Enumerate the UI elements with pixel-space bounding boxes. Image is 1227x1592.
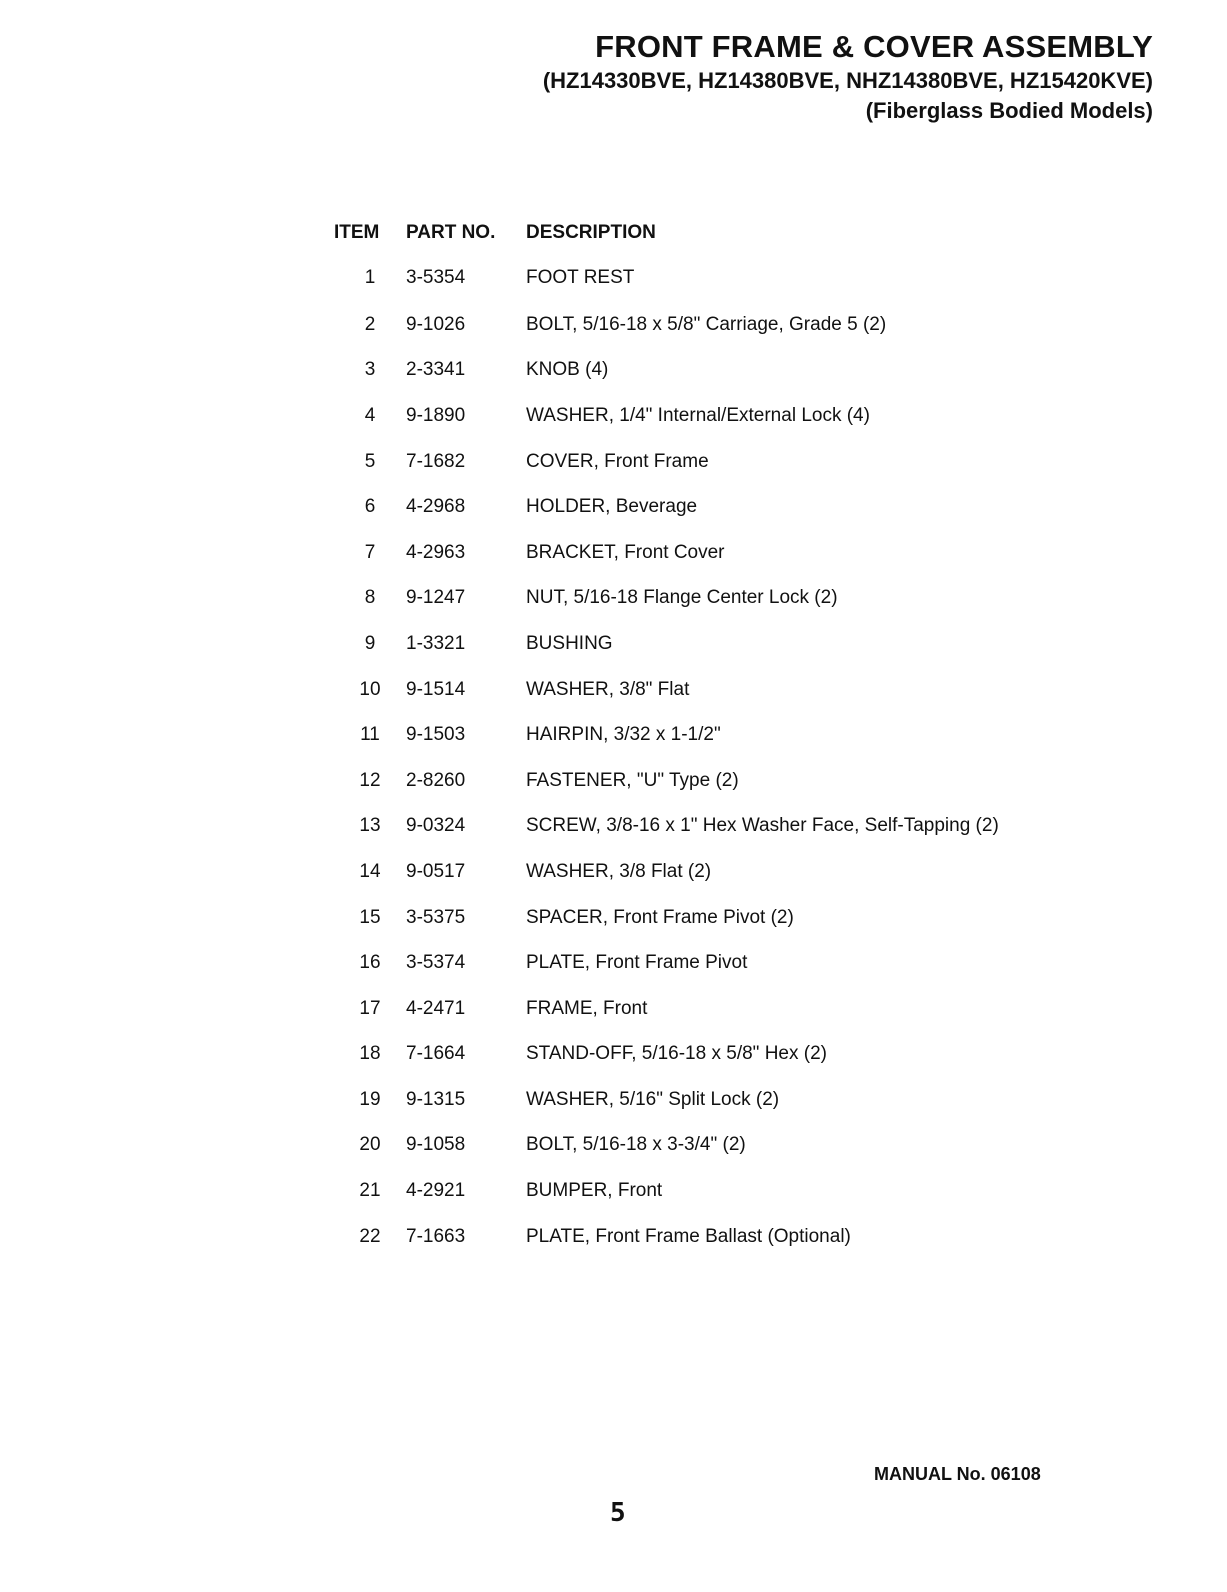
table-row bbox=[334, 804, 1086, 850]
table-row bbox=[334, 940, 1086, 986]
part-number-cell: 9-1058 bbox=[406, 1134, 466, 1156]
description-cell: BUSHING bbox=[526, 632, 613, 654]
item-cell: 19 bbox=[359, 1088, 381, 1110]
column-header-part-no: PART NO. bbox=[406, 222, 496, 243]
table-row bbox=[334, 254, 1086, 302]
part-number-cell: 7-1663 bbox=[406, 1225, 466, 1247]
description-cell: HAIRPIN, 3/32 x 1-1/2" bbox=[526, 724, 721, 746]
table-row bbox=[334, 1077, 1086, 1123]
part-number-cell: 4-2471 bbox=[406, 997, 466, 1019]
part-number-cell: 2-8260 bbox=[406, 769, 466, 791]
description-cell: STAND-OFF, 5/16-18 x 5/8" Hex (2) bbox=[526, 1043, 827, 1065]
table-row bbox=[334, 576, 1086, 622]
description-cell: PLATE, Front Frame Pivot bbox=[526, 952, 748, 974]
description-cell: COVER, Front Frame bbox=[526, 450, 709, 472]
part-number-cell: 9-1247 bbox=[406, 587, 466, 609]
part-number-cell: 9-1026 bbox=[406, 313, 466, 335]
item-cell: 21 bbox=[359, 1180, 381, 1202]
part-number-cell: 3-5375 bbox=[406, 906, 466, 928]
item-cell: 14 bbox=[359, 860, 381, 882]
parts-table bbox=[334, 222, 1086, 1259]
table-row bbox=[334, 302, 1086, 348]
description-cell: BUMPER, Front bbox=[526, 1180, 663, 1202]
part-number-cell: 4-2921 bbox=[406, 1180, 466, 1202]
item-cell: 10 bbox=[359, 678, 381, 700]
table-row bbox=[334, 393, 1086, 439]
item-cell: 2 bbox=[364, 313, 376, 335]
model-note: (Fiberglass Bodied Models) bbox=[865, 98, 1153, 123]
item-cell: 1 bbox=[364, 267, 376, 288]
page-title: FRONT FRAME & COVER ASSEMBLY bbox=[595, 29, 1153, 64]
description-cell: FASTENER, "U" Type (2) bbox=[526, 769, 739, 791]
page-header bbox=[543, 28, 1153, 126]
table-row bbox=[334, 348, 1086, 394]
item-cell: 5 bbox=[364, 450, 376, 472]
table-row bbox=[334, 484, 1086, 530]
table-row bbox=[334, 1123, 1086, 1169]
page-number: 5 bbox=[610, 1498, 626, 1528]
part-number-cell: 9-1514 bbox=[406, 678, 466, 700]
description-cell: BRACKET, Front Cover bbox=[526, 541, 725, 563]
item-cell: 18 bbox=[359, 1043, 381, 1065]
table-row bbox=[334, 439, 1086, 485]
model-list: (HZ14330BVE, HZ14380BVE, NHZ14380BVE, HZ15420KVE) bbox=[542, 68, 1153, 93]
item-cell: 16 bbox=[359, 952, 381, 974]
item-cell: 7 bbox=[364, 541, 376, 563]
item-cell: 15 bbox=[359, 906, 381, 928]
description-cell: FRAME, Front bbox=[526, 997, 648, 1019]
parts-table-body bbox=[334, 254, 1086, 1259]
description-cell: BOLT, 5/16-18 x 5/8" Carriage, Grade 5 (2) bbox=[526, 313, 887, 335]
description-cell: WASHER, 3/8 Flat (2) bbox=[526, 860, 712, 882]
item-cell: 12 bbox=[359, 769, 381, 791]
item-cell: 4 bbox=[364, 404, 376, 426]
description-cell: NUT, 5/16-18 Flange Center Lock (2) bbox=[526, 587, 838, 609]
item-cell: 22 bbox=[359, 1225, 381, 1247]
description-cell: PLATE, Front Frame Ballast (Optional) bbox=[526, 1225, 851, 1247]
part-number-cell: 7-1682 bbox=[406, 450, 466, 472]
description-cell: KNOB (4) bbox=[526, 359, 609, 381]
table-row bbox=[334, 530, 1086, 576]
part-number-cell: 3-5374 bbox=[406, 952, 466, 974]
part-number-cell: 9-0324 bbox=[406, 815, 466, 837]
item-cell: 6 bbox=[364, 496, 376, 518]
description-cell: HOLDER, Beverage bbox=[526, 496, 698, 518]
column-header-description: DESCRIPTION bbox=[526, 222, 656, 243]
part-number-cell: 9-1315 bbox=[406, 1088, 466, 1110]
table-row bbox=[334, 895, 1086, 941]
item-cell: 17 bbox=[359, 997, 381, 1019]
part-number-cell: 2-3341 bbox=[406, 359, 466, 381]
table-row bbox=[334, 1032, 1086, 1078]
description-cell: BOLT, 5/16-18 x 3-3/4" (2) bbox=[526, 1134, 746, 1156]
description-cell: WASHER, 3/8" Flat bbox=[526, 678, 690, 700]
manual-number: MANUAL No. 06108 bbox=[874, 1464, 1041, 1484]
part-number-cell: 9-1503 bbox=[406, 724, 466, 746]
item-cell: 13 bbox=[359, 815, 381, 837]
part-number-cell: 4-2968 bbox=[406, 496, 466, 518]
part-number-cell: 9-1890 bbox=[406, 404, 466, 426]
table-row bbox=[334, 849, 1086, 895]
table-row bbox=[334, 1168, 1086, 1214]
table-row bbox=[334, 986, 1086, 1032]
item-cell: 3 bbox=[364, 359, 376, 381]
item-cell: 11 bbox=[360, 724, 380, 746]
item-cell: 9 bbox=[364, 632, 376, 654]
description-cell: WASHER, 1/4" Internal/External Lock (4) bbox=[526, 404, 870, 426]
table-row bbox=[334, 667, 1086, 713]
description-cell: WASHER, 5/16" Split Lock (2) bbox=[526, 1088, 780, 1110]
table-row bbox=[334, 758, 1086, 804]
column-header-item: ITEM bbox=[334, 222, 380, 243]
part-number-cell: 7-1664 bbox=[406, 1043, 466, 1065]
part-number-cell: 9-0517 bbox=[406, 860, 466, 882]
description-cell: FOOT REST bbox=[526, 267, 635, 288]
description-cell: SCREW, 3/8-16 x 1" Hex Washer Face, Self-Tapping (2) bbox=[526, 815, 999, 837]
table-row bbox=[334, 621, 1086, 667]
part-number-cell: 1-3321 bbox=[406, 632, 466, 654]
table-header-row bbox=[334, 222, 1086, 254]
part-number-cell: 3-5354 bbox=[406, 267, 466, 288]
item-cell: 20 bbox=[359, 1134, 381, 1156]
table-row bbox=[334, 1214, 1086, 1260]
item-cell: 8 bbox=[364, 587, 376, 609]
part-number-cell: 4-2963 bbox=[406, 541, 466, 563]
description-cell: SPACER, Front Frame Pivot (2) bbox=[526, 906, 794, 928]
table-row bbox=[334, 712, 1086, 758]
